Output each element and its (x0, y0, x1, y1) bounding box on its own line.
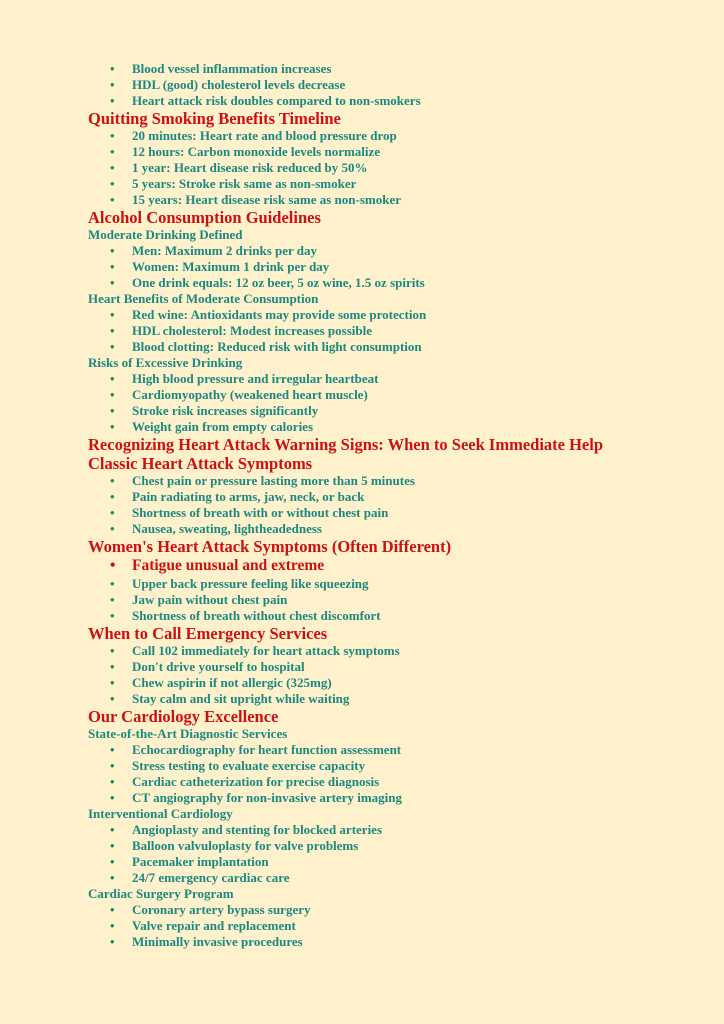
list-item: • Cardiac catheterization for precise diagnosis (132, 774, 724, 790)
list-item: • Jaw pain without chest pain (132, 592, 724, 608)
list-item: • HDL cholesterol: Modest increases possible (132, 323, 724, 339)
quitting-smoking-list (88, 128, 724, 208)
cardiac-surgery-subheading: Cardiac Surgery Program (88, 886, 234, 901)
list-item: • Nausea, sweating, lightheadedness (132, 521, 724, 537)
list-item: • Don't drive yourself to hospital (132, 659, 724, 675)
womens-symptoms-heading: Women's Heart Attack Symptoms (Often Different) (88, 537, 452, 556)
heart-benefits-list (88, 307, 724, 355)
list-item: • Pacemaker implantation (132, 854, 724, 870)
list-item: • HDL (good) cholesterol levels decrease (132, 77, 724, 93)
classic-symptoms-list (88, 473, 724, 537)
warning-signs-heading: Recognizing Heart Attack Warning Signs: When to Seek Immediate Help (88, 435, 604, 454)
list-item: • Balloon valvuloplasty for valve problems (132, 838, 724, 854)
diagnostic-services-list (88, 742, 724, 806)
list-item: • One drink equals: 12 oz beer, 5 oz wine, 1.5 oz spirits (132, 275, 724, 291)
list-item: • Men: Maximum 2 drinks per day (132, 243, 724, 259)
heart-benefits-subheading: Heart Benefits of Moderate Consumption (88, 291, 319, 306)
smoking-effects-list (88, 61, 724, 109)
list-item: • Shortness of breath with or without chest pain (132, 505, 724, 521)
list-item: • Valve repair and replacement (132, 918, 724, 934)
list-item: • Blood clotting: Reduced risk with light consumption (132, 339, 724, 355)
list-item: • Shortness of breath without chest discomfort (132, 608, 724, 624)
list-item: • Stroke risk increases significantly (132, 403, 724, 419)
list-item: • Angioplasty and stenting for blocked arteries (132, 822, 724, 838)
list-item: • Cardiomyopathy (weakened heart muscle) (132, 387, 724, 403)
list-item: • Weight gain from empty calories (132, 419, 724, 435)
list-item: • Coronary artery bypass surgery (132, 902, 724, 918)
womens-symptoms-list (88, 556, 724, 624)
list-item: • Blood vessel inflammation increases (132, 61, 724, 77)
list-item: • Stay calm and sit upright while waiting (132, 691, 724, 707)
cardiology-excellence-heading: Our Cardiology Excellence (88, 707, 279, 726)
list-item: • Red wine: Antioxidants may provide some protection (132, 307, 724, 323)
quitting-smoking-heading: Quitting Smoking Benefits Timeline (88, 109, 341, 128)
classic-symptoms-heading: Classic Heart Attack Symptoms (88, 454, 313, 473)
emergency-services-list (88, 643, 724, 707)
list-item: • Call 102 immediately for heart attack symptoms (132, 643, 724, 659)
list-item: • Pain radiating to arms, jaw, neck, or back (132, 489, 724, 505)
list-item: • Stress testing to evaluate exercise capacity (132, 758, 724, 774)
list-item: • 12 hours: Carbon monoxide levels normalize (132, 144, 724, 160)
list-item: • Chew aspirin if not allergic (325mg) (132, 675, 724, 691)
interventional-subheading: Interventional Cardiology (88, 806, 233, 821)
list-item: • 24/7 emergency cardiac care (132, 870, 724, 886)
list-item: • Upper back pressure feeling like squeezing (132, 576, 724, 592)
cardiac-surgery-list (88, 902, 724, 950)
excessive-drinking-subheading: Risks of Excessive Drinking (88, 355, 243, 370)
list-item: • CT angiography for non-invasive artery imaging (132, 790, 724, 806)
list-item: • Women: Maximum 1 drink per day (132, 259, 724, 275)
list-item: • Heart attack risk doubles compared to non-smokers (132, 93, 724, 109)
excessive-drinking-list (88, 371, 724, 435)
highlighted-list-item: • Fatigue unusual and extreme (132, 556, 724, 576)
list-item: • 1 year: Heart disease risk reduced by 50% (132, 160, 724, 176)
moderate-drinking-subheading: Moderate Drinking Defined (88, 227, 243, 242)
list-item: • High blood pressure and irregular heartbeat (132, 371, 724, 387)
diagnostic-services-subheading: State-of-the-Art Diagnostic Services (88, 726, 288, 741)
list-item: • 5 years: Stroke risk same as non-smoker (132, 176, 724, 192)
interventional-list (88, 822, 724, 886)
alcohol-guidelines-heading: Alcohol Consumption Guidelines (88, 208, 321, 227)
list-item: • 15 years: Heart disease risk same as non-smoker (132, 192, 724, 208)
list-item: • Chest pain or pressure lasting more than 5 minutes (132, 473, 724, 489)
emergency-services-heading: When to Call Emergency Services (88, 624, 328, 643)
list-item: • Minimally invasive procedures (132, 934, 724, 950)
list-item: • Echocardiography for heart function assessment (132, 742, 724, 758)
moderate-drinking-list (88, 243, 724, 291)
list-item: • 20 minutes: Heart rate and blood pressure drop (132, 128, 724, 144)
